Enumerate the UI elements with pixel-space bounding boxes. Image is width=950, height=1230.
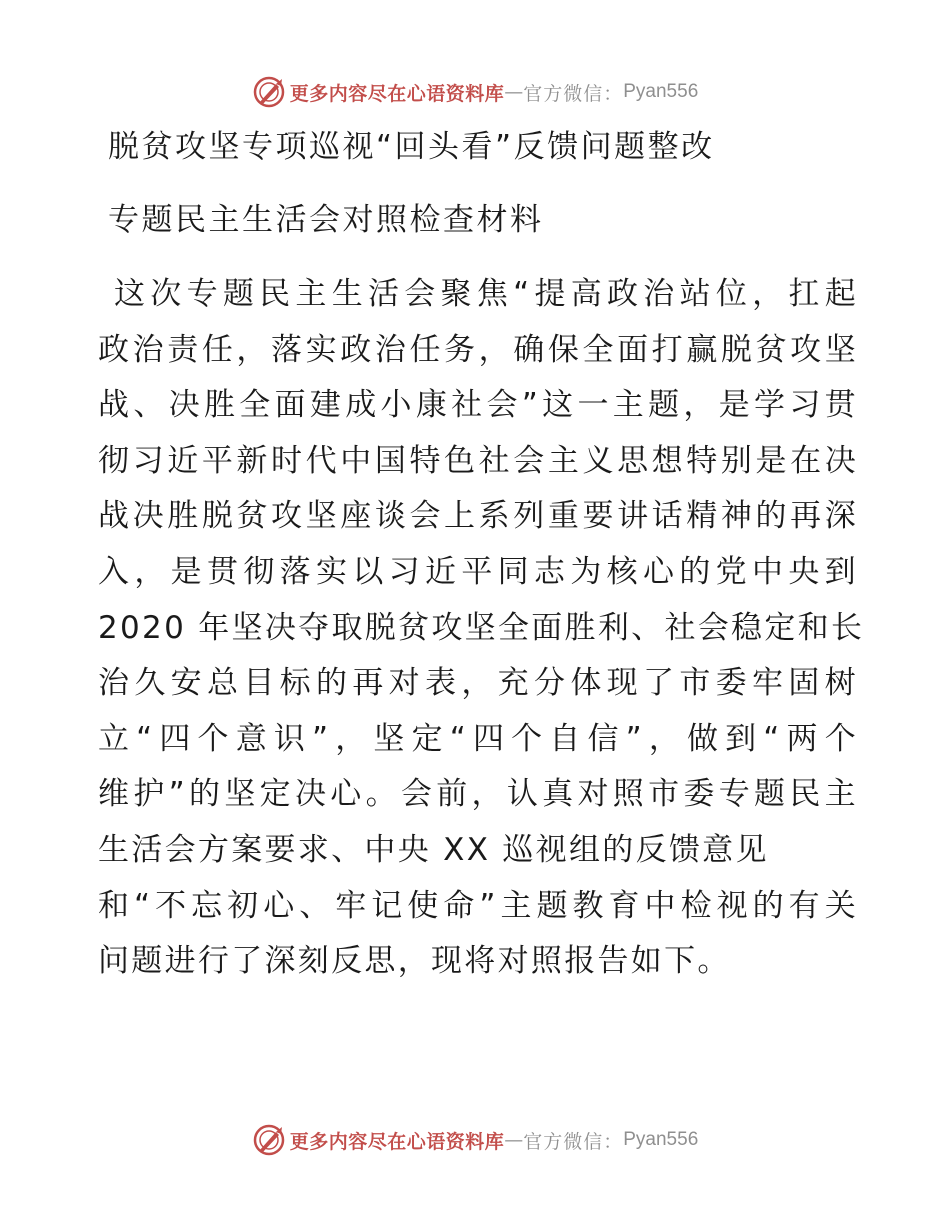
document-title-line-1: 脱贫攻坚专项巡视“回头看”反馈问题整改 [108, 129, 715, 165]
paragraph-line: 2020 年坚决夺取脱贫攻坚全面胜利、社会稳定和长 [98, 609, 865, 646]
quill-logo-icon [252, 1123, 286, 1157]
watermark-wechat-label: 官方微信： [523, 1130, 624, 1153]
paragraph-line: 生活会方案要求、中央 XX 巡视组的反馈意见 [98, 831, 769, 868]
watermark-wechat-id: Pyan556 [623, 1129, 699, 1150]
watermark-banner-top [0, 72, 950, 112]
paragraph-line: 战决胜脱贫攻坚座谈会上系列重要讲话精神的再深 [98, 498, 858, 535]
paragraph-line: 政治责任，落实政治任务，确保全面打赢脱贫攻坚 [98, 331, 858, 368]
paragraph-line: 问题进行了深刻反思，现将对照报告如下。 [98, 943, 731, 980]
watermark-text: 更多内容尽在心语资料库 [289, 82, 505, 105]
paragraph-line: 维护”的坚定决心。会前，认真对照市委专题民主 [98, 776, 858, 813]
watermark-separator: — [504, 1129, 524, 1151]
paragraph-line: 这次专题民主生活会聚焦“提高政治站位，扛起 [114, 276, 858, 312]
paragraph-line: 入，是贯彻落实以习近平同志为核心的党中央到 [98, 553, 858, 590]
watermark-wechat-id: Pyan556 [623, 81, 699, 102]
document-paragraph [98, 272, 865, 995]
paragraph-line: 治久安总目标的再对表，充分体现了市委牢固树 [98, 665, 858, 702]
watermark-wechat-label: 官方微信： [523, 82, 624, 105]
paragraph-line: 和“不忘初心、牢记使命”主题教育中检视的有关 [98, 887, 858, 924]
document-title-line-2: 专题民主生活会对照检查材料 [108, 202, 544, 238]
watermark-separator: — [504, 81, 524, 103]
paragraph-line: 战、决胜全面建成小康社会”这一主题，是学习贯 [98, 387, 858, 424]
watermark-text: 更多内容尽在心语资料库 [289, 1130, 505, 1153]
watermark-banner-bottom [0, 1120, 950, 1160]
paragraph-line: 立“四个意识”，坚定“四个自信”，做到“两个 [98, 720, 858, 757]
quill-logo-icon [252, 75, 286, 109]
paragraph-line: 彻习近平新时代中国特色社会主义思想特别是在决 [98, 442, 858, 479]
